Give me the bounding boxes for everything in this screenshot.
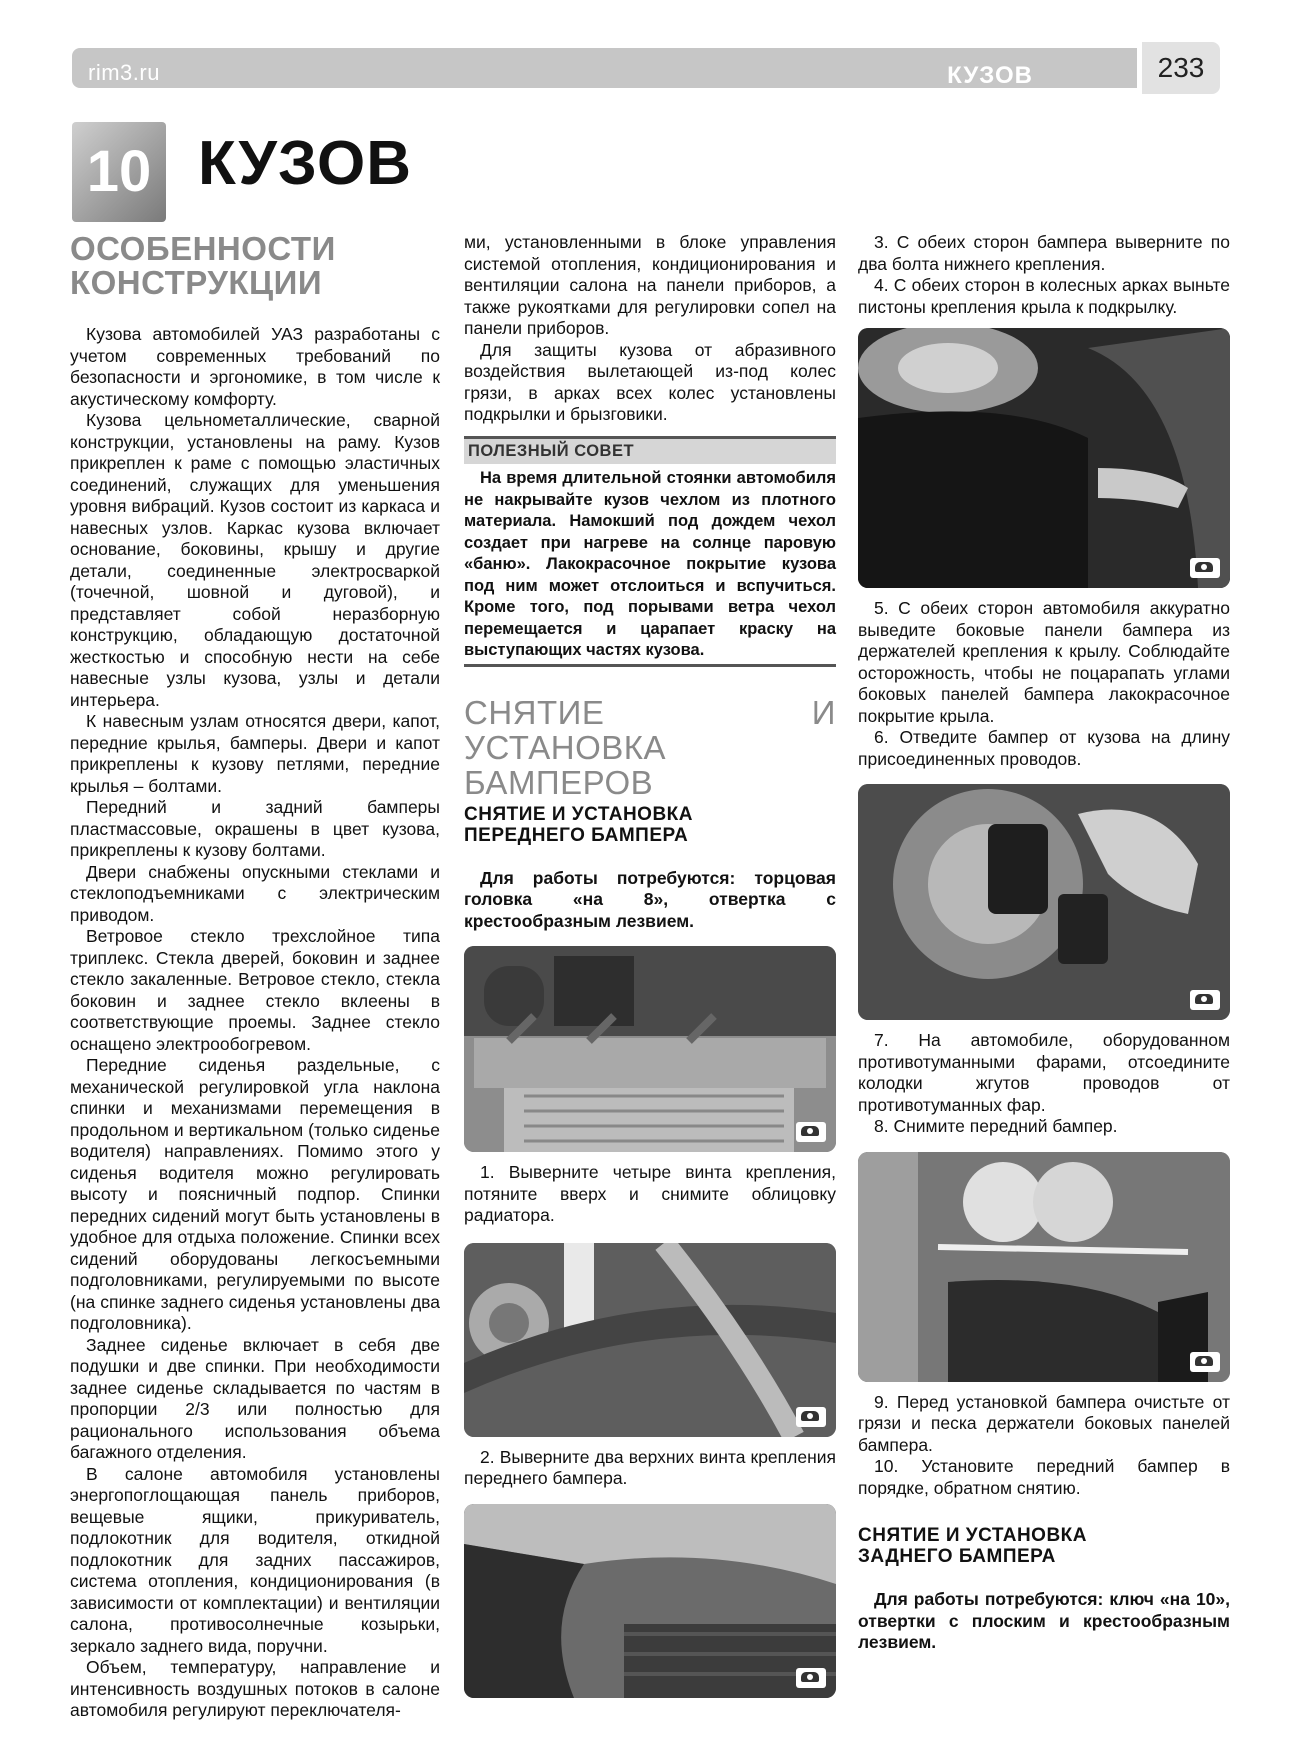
photo-bumper-removed [858, 1152, 1230, 1382]
page-number: 233 [1142, 42, 1220, 94]
step-caption: 3. С обеих сторон бампера выверните по два болта нижнего крепления. [858, 232, 1230, 274]
tip-box [464, 436, 836, 667]
tip-title: ПОЛЕЗНЫЙ СОВЕТ [464, 439, 836, 465]
chapter-title: КУЗОВ [198, 129, 412, 198]
step-caption: 5. С обеих сторон автомобиля аккуратно выведите боковые панели бампера из держателей крепления к крылу. Соблюдайте осторожность, чтобы не поцарапать углами боковых панелей бампера лакокрасочное покрытие крыла. [858, 598, 1230, 726]
subsection-heading-rear-bumper: СНЯТИЕ И УСТАНОВКА ЗАДНЕГО БАМПЕРА [858, 1525, 1087, 1567]
tip-text: На время длительной стоянки автомобиля не накрывайте кузов чехлом из плотного материала. Намокший под дождем чехол создает при нагреве на солнце паровую «баню». Лакокрасочное покрытие кузова под ним может отслоиться и вспучиться. Кроме того, под порывами ветра чехол перемещается и царапает краску на выступающих частях кузова. [464, 469, 836, 659]
step-caption: 8. Снимите передний бампер. [874, 1116, 1118, 1136]
paragraph: Передние сиденья раздельные, с механической регулировкой угла наклона спинки и механизмами перемещения в продольном и вертикальном (только сиденье водителя) направлениях. Помимо этого у сиденья водителя можно регулировать высоту и поясничный подпор. Спинки передних сидений могут быть установлены в удобное для отдыха положение. Спинки всех сидений оборудованы легкосъемными подголовниками, регулируемыми по высоте (на спинке заднего сиденья установлены два подголовника). [70, 1055, 440, 1333]
step-caption: 10. Установите передний бампер в порядке, обратном снятию. [858, 1456, 1230, 1498]
paragraph: Кузова автомобилей УАЗ разработаны с учетом современных требований по безопасности и эргономике, в том числе к акустическому комфорту. [70, 324, 440, 409]
paragraph: Передний и задний бамперы пластмассовые, окрашены в цвет кузова, прикреплены к кузову болтами. [70, 797, 440, 860]
camera-icon [1190, 558, 1220, 578]
camera-icon [796, 1122, 826, 1142]
camera-icon [1190, 1352, 1220, 1372]
photo-fender-pistons [858, 328, 1230, 588]
camera-icon [796, 1407, 826, 1427]
step-caption: 4. С обеих сторон в колесных арках выньте пистоны крепления крыла к подкрылку. [858, 275, 1230, 317]
paragraph: Для защиты кузова от абразивного воздействия вылетающей из-под колес грязи, в арках всех колес установлены подкрылки и брызговики. [464, 339, 836, 424]
site-name: rim3.ru [88, 60, 160, 85]
section-heading-bumpers: СНЯТИЕ И УСТАНОВКА БАМПЕРОВ [464, 693, 836, 801]
step-caption: 2. Выверните два верхних винта крепления переднего бампера. [464, 1446, 836, 1488]
photo-bumper-screws [464, 1243, 836, 1437]
column-1 [70, 232, 440, 1722]
tools-required-rear: Для работы потребуются: ключ «на 10», отвертки с плоским и крестообразным лезвием. [858, 1589, 1230, 1652]
paragraph: Ветровое стекло трехслойное типа триплекс. Стекла дверей, боковин и заднее стекло закаленные. Ветровое стекло, стекла боковин и заднее стекло вклеены в соответствующие проемы. Заднее стекло оснащено электрообогревом. [70, 926, 440, 1054]
paragraph: К навесным узлам относятся двери, капот, передние крылья, бамперы. Двери и капот прикреплены к кузову петлями, передние крылья – болтами. [70, 711, 440, 796]
paragraph: ми, установленными в блоке управления системой отопления, кондиционирования и вентиляции салона на панели приборов, а также рукоятками для регулировки сопел на панели приборов. [464, 232, 836, 338]
camera-icon [1190, 990, 1220, 1010]
photo-radiator-grille [464, 946, 836, 1152]
header-bar [72, 48, 1137, 88]
paragraph: Заднее сиденье включает в себя две подушки и две спинки. При необходимости заднее сиденье складывается по частям в пропорции 2/3 или полностью для рационального использования объема багажного отделения. [70, 1334, 440, 1462]
step-caption: 6. Отведите бампер от кузова на длину присоединенных проводов. [858, 727, 1230, 769]
paragraph: В салоне автомобиля установлены энергопоглощающая панель приборов, вещевые ящики, прикуриватель, подлокотник для водителя, откидной подлокотник для задних пассажиров, система отопления, кондиционирования (в зависимости от комплектации) и вентиляции салона, противосолнечные козырьки, зеркало заднего вида, поручни. [70, 1463, 440, 1656]
chapter-number: 10 [72, 122, 166, 222]
column-3 [858, 232, 1230, 1654]
running-section-title: КУЗОВ [947, 62, 1033, 89]
step-caption: 1. Выверните четыре винта крепления, потяните вверх и снимите облицовку радиатора. [464, 1162, 836, 1225]
section-heading-features: ОСОБЕННОСТИ КОНСТРУКЦИИ [70, 230, 336, 301]
step-caption: 9. Перед установкой бампера очистьте от грязи и песка держатели боковых панелей бампера. [858, 1391, 1230, 1455]
paragraph: Двери снабжены опускными стеклами и стеклоподъемниками с электрическим приводом. [70, 861, 440, 925]
paragraph: Кузова цельнометаллические, сварной конструкции, установлены на раму. Кузов прикреплен к раме с помощью эластичных соединений, служащих для уменьшения уровня вибраций. Кузов состоит из каркаса и навесных узлов. Каркас кузова включает основание, боковины, крышу и другие детали, соединенные электросваркой (точечной, шовной и дуговой), и представляет собой неразборную конструкцию, обладающую достаточной жесткостью и способную нести на себе навесные узлы кузова, узлы и детали интерьера. [70, 410, 440, 710]
page-header [72, 42, 1220, 94]
photo-fog-lamp-connectors [858, 784, 1230, 1020]
subsection-heading-front-bumper: СНЯТИЕ И УСТАНОВКА ПЕРЕДНЕГО БАМПЕРА [464, 803, 693, 846]
tools-required-front: Для работы потребуются: торцовая головка «на 8», отвертка с крестообразным лезвием. [464, 867, 836, 931]
step-caption: 7. На автомобиле, оборудованном противотуманными фарами, отсоедините колодки жгутов проводов от противотуманных фар. [858, 1030, 1230, 1115]
photo-wheel-arch [464, 1504, 836, 1698]
column-2 [464, 232, 836, 1698]
paragraph: Объем, температуру, направление и интенсивность воздушных потоков в салоне автомобиля регулируют переключателя- [70, 1657, 440, 1720]
camera-icon [796, 1668, 826, 1688]
